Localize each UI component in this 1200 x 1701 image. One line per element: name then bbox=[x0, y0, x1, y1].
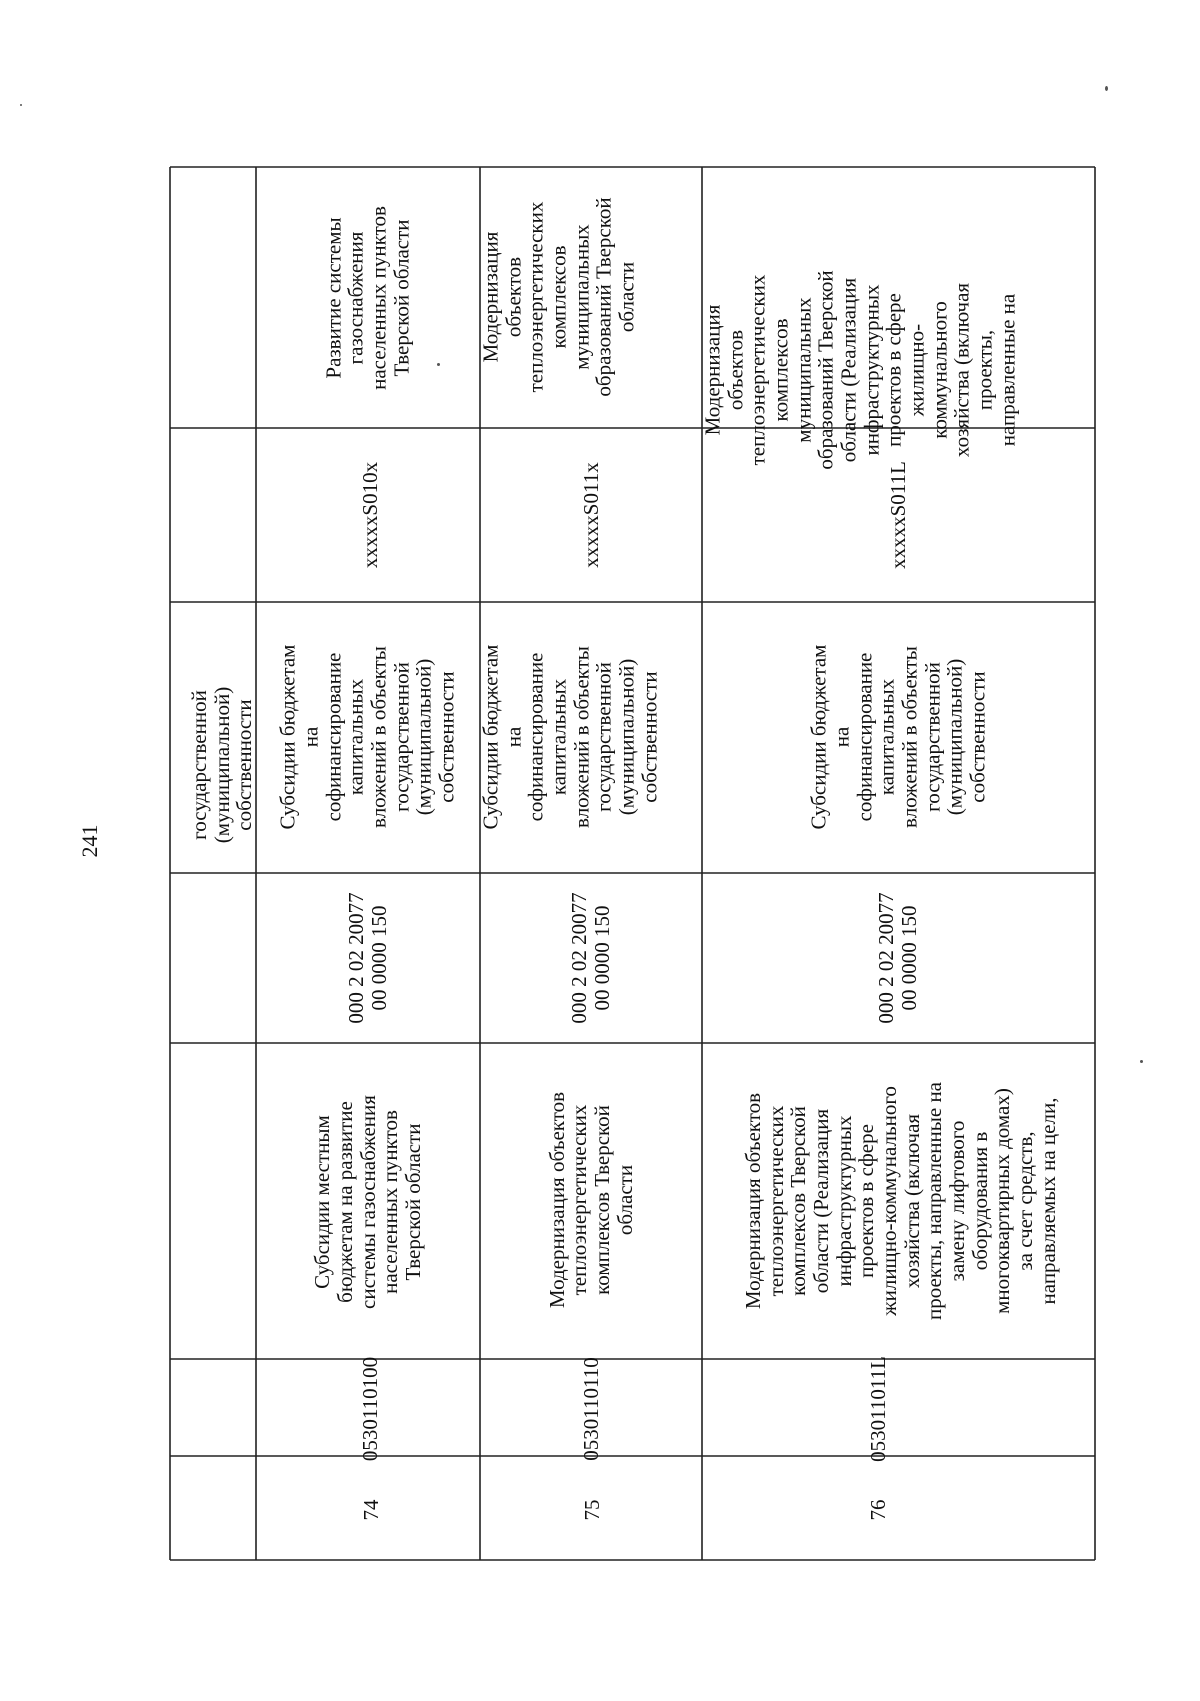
scan-speck bbox=[1140, 1060, 1143, 1063]
row-74-target-name: Развитие системы газоснабжения населенных пунктов Тверской области bbox=[321, 206, 414, 390]
row-75-kbk: 000 2 02 20077 00 0000 150 bbox=[567, 892, 614, 1024]
scan-speck bbox=[437, 363, 440, 366]
row-74-subsidy: Субсидии бюджетам на софинансирование капитальных вложений в объекты государственной (муниципальной) собственности bbox=[275, 644, 459, 830]
row-76-code: 053011011L bbox=[865, 1356, 890, 1462]
row-75-name: Модернизация объектов теплоэнергетических комплексов Тверской области bbox=[544, 1091, 637, 1309]
row-75-subsidy: Субсидии бюджетам на софинансирование капитальных вложений в объекты государственной (муниципальной) собственности bbox=[478, 644, 662, 830]
row-76-target-name: Модернизация объектов теплоэнергетических комплексов муниципальных образований Тверской области (Реализация инфраструктурных проектов в сфере жилищно- коммунального хозяйства (включая проекты, направленные на bbox=[700, 270, 1020, 470]
row-75-target-code: xxxxxS011x bbox=[578, 462, 603, 568]
row-75-number: 75 bbox=[579, 1499, 604, 1521]
scan-speck bbox=[1105, 86, 1108, 91]
row-76-name: Модернизация объектов теплоэнергетических комплексов Тверской области (Реализация инфраструктурных проектов в сфере жилищно-коммунального хозяйства (включая проекты, направленные на замену лифтового оборудования в многоквартирных домах) за счет средств, направляемых на цели, bbox=[741, 1081, 1060, 1321]
row-75-code: 0530110110 bbox=[578, 1357, 603, 1461]
row-76-target-code: xxxxxS011L bbox=[885, 461, 910, 569]
row-74-name: Субсидии местным бюджетам на развитие системы газоснабжения населенных пунктов Тверской области bbox=[310, 1095, 425, 1309]
row-76-kbk: 000 2 02 20077 00 0000 150 bbox=[874, 892, 921, 1024]
row-74-code: 0530110100 bbox=[357, 1356, 382, 1462]
subsidy-text-continued: государственной (муниципальной) собственности bbox=[186, 686, 257, 844]
row-76-subsidy: Субсидии бюджетам на софинансирование капитальных вложений в объекты государственной (муниципальной) собственности bbox=[806, 644, 990, 830]
scan-speck bbox=[20, 104, 22, 106]
row-74-number: 74 bbox=[358, 1499, 383, 1521]
row-76-number: 76 bbox=[865, 1499, 890, 1521]
row-75-target-name: Модернизация объектов теплоэнергетических комплексов муниципальных образований Тверской области bbox=[478, 197, 639, 397]
page-number: 241 bbox=[77, 824, 103, 858]
row-74-kbk: 000 2 02 20077 00 0000 150 bbox=[344, 892, 391, 1024]
row-74-target-code: xxxxxS010x bbox=[357, 461, 382, 569]
